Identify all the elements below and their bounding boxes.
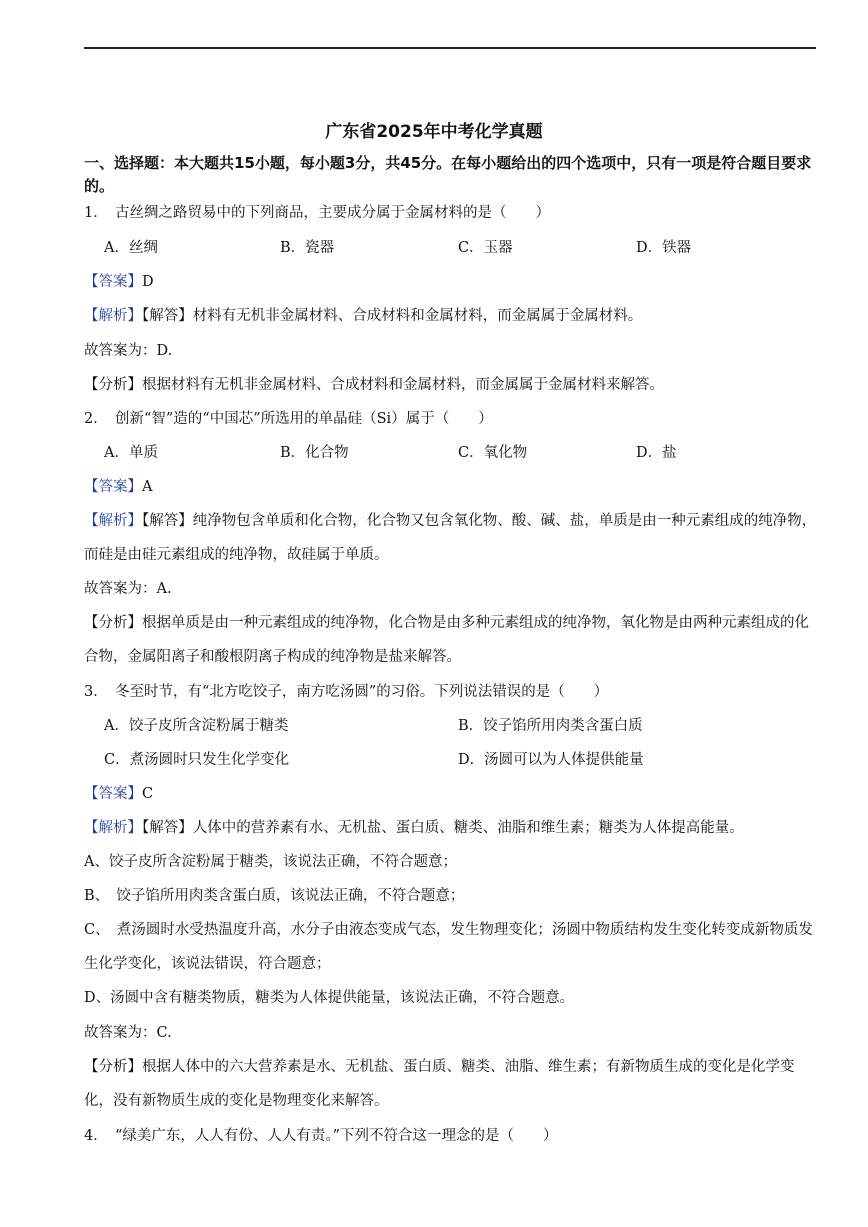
q2-final: 故答案为：A. <box>84 581 172 597</box>
q2-solution-text: 纯净物包含单质和化合物，化合物又包含氧化物、酸、碱、盐，单质是由一种元素组成的纯净物，而硅是由硅元素组成的纯净物，故硅属于单质。 <box>84 513 817 563</box>
q1-solution-text: 材料有无机非金属材料、合成材料和金属材料，而金属属于金属材料。 <box>192 308 643 324</box>
q3-option-b: B．饺子馅所用肉类含蛋白质 <box>458 718 643 734</box>
q1-analysis-text: 根据材料有无机非金属材料、合成材料和金属材料，而金属属于金属材料来解答。 <box>142 377 664 393</box>
q2-option-b: B．化合物 <box>280 445 349 461</box>
q3-line-b: B、 饺子馅所用肉类含蛋白质，该说法正确，不符合题意； <box>84 888 465 904</box>
analysis-tag: 【解析】 <box>84 513 142 529</box>
section-heading: 一、选择题：本大题共15小题，每小题3分，共45分。在每小题给出的四个选项中，只有一项是符合题目要求的。 <box>84 154 812 195</box>
q4-stem: 4． “绿美广东，人人有份、人人有责。”下列不符合这一理念的是（ ） <box>84 1128 558 1144</box>
top-rule <box>84 47 816 49</box>
q1-option-a: A．丝绸 <box>104 240 158 256</box>
q3-line-c: C、 煮汤圆时水受热温度升高，水分子由液态变成气态，发生物理变化；汤圆中物质结构发生变化转变成新物质发生化学变化，该说法错误，符合题意； <box>84 922 813 972</box>
q3-analysis <box>84 1050 820 1118</box>
q1-option-d: D．铁器 <box>636 240 692 256</box>
fenxi-tag: 【分析】 <box>84 377 142 393</box>
q1-final: 故答案为：D. <box>84 343 173 359</box>
answer-tag: 【答案】 <box>84 274 142 290</box>
q1-answer <box>84 272 154 292</box>
q3-line-a: A、饺子皮所含淀粉属于糖类，该说法正确，不符合题意； <box>84 854 457 870</box>
q2-option-c: C．氧化物 <box>458 445 528 461</box>
q3-line-d: D、汤圆中含有糖类物质，糖类为人体提供能量，该说法正确，不符合题意。 <box>84 990 575 1006</box>
q3-option-a: A．饺子皮所含淀粉属于糖类 <box>104 718 289 734</box>
analysis-tag: 【解析】 <box>84 820 142 836</box>
q2-solution <box>84 504 820 572</box>
q2-answer-value: A <box>142 479 153 495</box>
q3-option-d: D．汤圆可以为人体提供能量 <box>458 752 644 768</box>
page-title: 广东省2025年中考化学真题 <box>325 122 543 142</box>
q2-option-a: A．单质 <box>104 445 158 461</box>
q3-analysis-text: 根据人体中的六大营养素是水、无机盐、蛋白质、糖类、油脂、维生素；有新物质生成的变化是化学变化，没有新物质生成的变化是物理变化来解答。 <box>84 1059 795 1109</box>
explain-tag: 【解答】 <box>142 308 193 324</box>
q1-answer-value: D <box>142 274 154 290</box>
q3-option-c: C．煮汤圆时只发生化学变化 <box>104 752 290 768</box>
q3-solution <box>84 818 744 838</box>
fenxi-tag: 【分析】 <box>84 1059 142 1075</box>
q1-analysis <box>84 375 664 395</box>
explain-tag: 【解答】 <box>142 513 193 529</box>
q2-analysis-text: 根据单质是由一种元素组成的纯净物，化合物是由多种元素组成的纯净物，氧化物是由两种元素组成的化合物，金属阳离子和酸根阴离子构成的纯净物是盐来解答。 <box>84 615 809 665</box>
q2-stem: 2． 创新“智”造的“中国芯”所选用的单晶硅（Si）属于（ ） <box>84 411 493 427</box>
q1-stem: 1． 古丝绸之路贸易中的下列商品，主要成分属于金属材料的是（ ） <box>84 205 550 221</box>
q2-analysis <box>84 606 820 674</box>
q3-stem: 3． 冬至时节，有“北方吃饺子，南方吃汤圆”的习俗。下列说法错误的是（ ） <box>84 684 609 700</box>
q3-answer-value: C <box>142 786 154 802</box>
q3-solution-text: 人体中的营养素有水、无机盐、蛋白质、糖类、油脂和维生素；糖类为人体提高能量。 <box>192 820 744 836</box>
answer-tag: 【答案】 <box>84 786 142 802</box>
q1-option-b: B．瓷器 <box>280 240 335 256</box>
q1-solution <box>84 306 642 326</box>
answer-tag: 【答案】 <box>84 479 142 495</box>
q3-answer <box>84 784 153 804</box>
analysis-tag: 【解析】 <box>84 308 142 324</box>
q2-answer <box>84 477 152 497</box>
q1-option-c: C．玉器 <box>458 240 513 256</box>
fenxi-tag: 【分析】 <box>84 615 142 631</box>
q2-option-d: D．盐 <box>636 445 677 461</box>
explain-tag: 【解答】 <box>142 820 193 836</box>
q3-final: 故答案为：C. <box>84 1025 172 1041</box>
